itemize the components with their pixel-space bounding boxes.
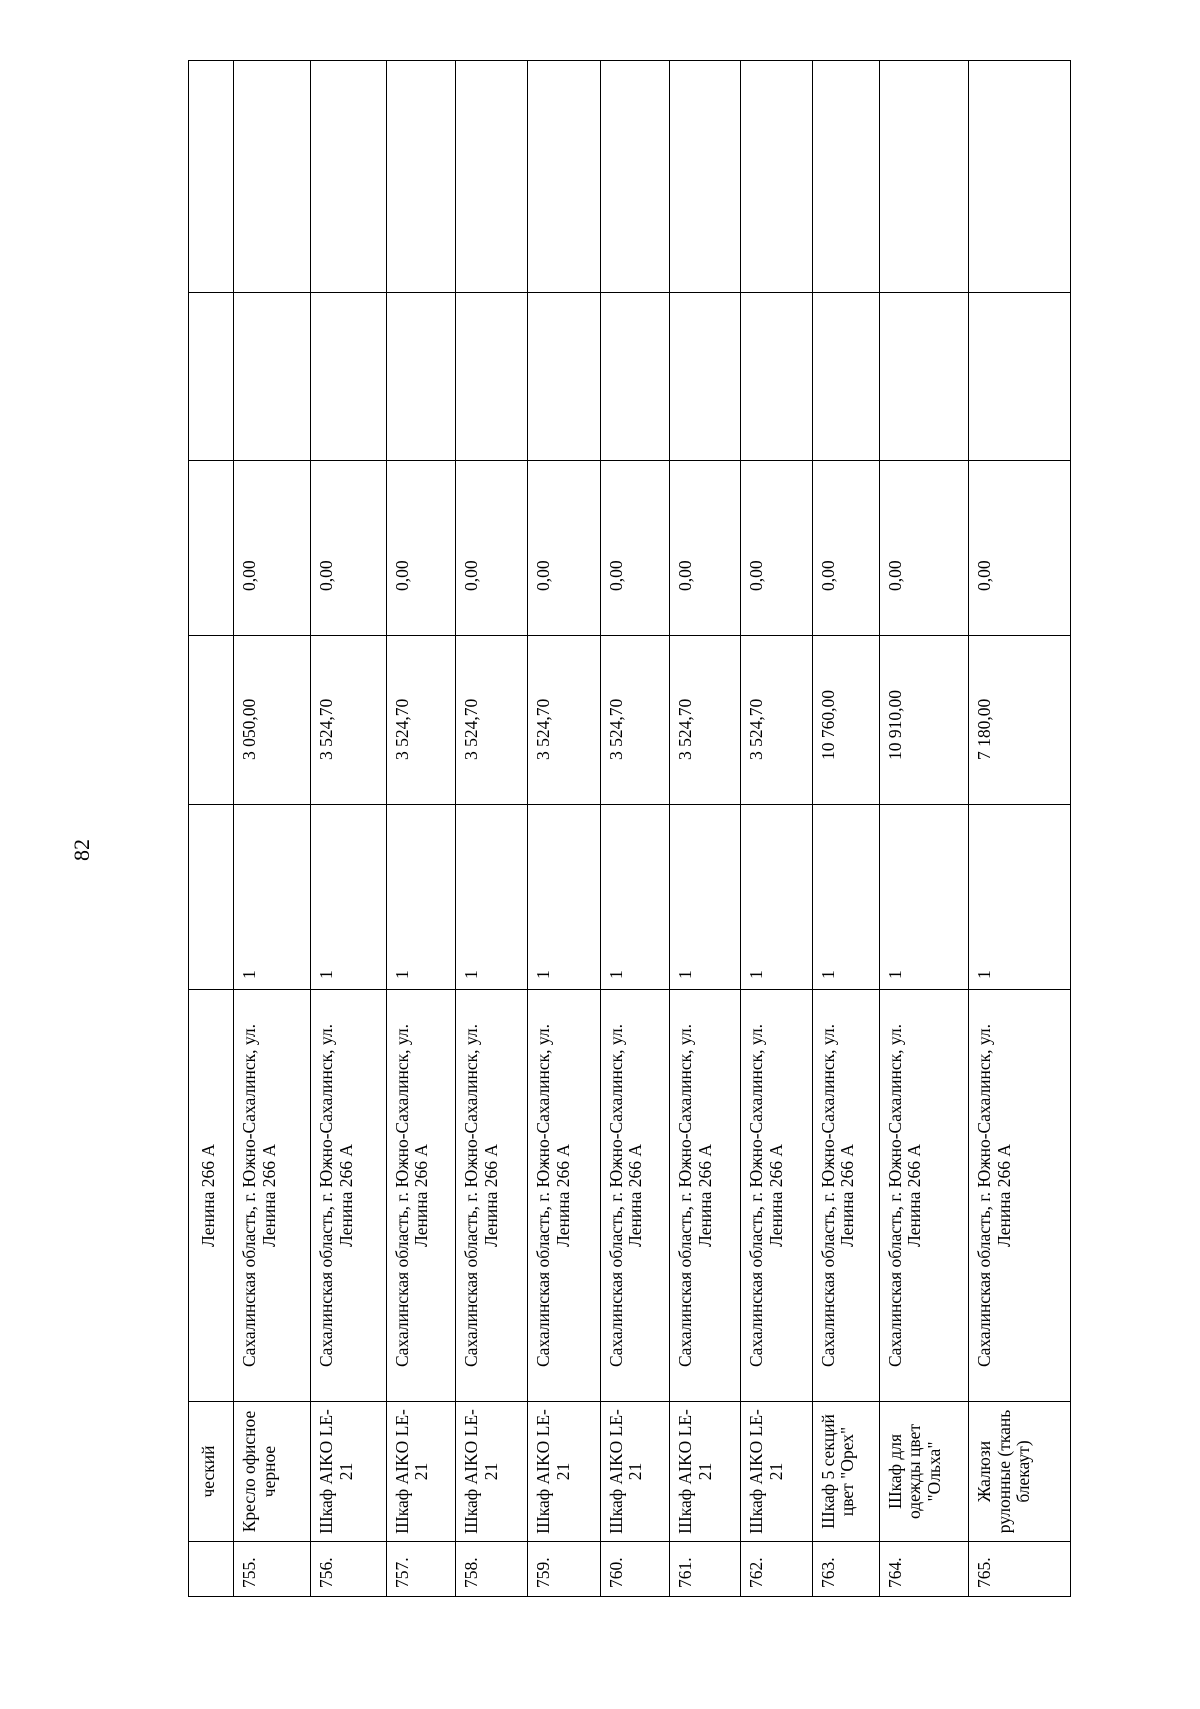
cell-address: Сахалинская область, г. Южно-Сахалинск, ул. Ленина 266 А (600, 990, 669, 1402)
cell-extra-1 (812, 293, 879, 461)
cell-extra-2 (455, 61, 527, 293)
cell-residual: 0,00 (234, 461, 311, 636)
cell-name: Шкаф AIKO LE-21 (600, 1402, 669, 1542)
cell-extra-2 (311, 61, 387, 293)
cell-quantity: 1 (969, 805, 1071, 990)
table-row (455, 61, 527, 1597)
cell-quantity: 1 (600, 805, 669, 990)
cell-name: Шкаф 5 секций цвет "Орех" (812, 1402, 879, 1542)
cell-cost: 7 180,00 (969, 636, 1071, 805)
cell-residual: 0,00 (455, 461, 527, 636)
cell-cost: 3 524,70 (311, 636, 387, 805)
cell-name: Шкаф AIKO LE-21 (386, 1402, 455, 1542)
cell-name: Шкаф AIKO LE-21 (528, 1402, 600, 1542)
cell-cost: 3 524,70 (386, 636, 455, 805)
cell-residual (189, 461, 234, 636)
cell-extra-2 (969, 61, 1071, 293)
cell-name: Шкаф AIKO LE-21 (311, 1402, 387, 1542)
table-body (189, 61, 1071, 1597)
cell-extra-1 (741, 293, 812, 461)
cell-extra-2 (879, 61, 969, 293)
cell-quantity: 1 (879, 805, 969, 990)
cell-number: 761. (669, 1542, 740, 1597)
table-row (386, 61, 455, 1597)
cell-residual: 0,00 (600, 461, 669, 636)
cell-quantity (189, 805, 234, 990)
cell-cost (189, 636, 234, 805)
cell-address: Сахалинская область, г. Южно-Сахалинск, ул. Ленина 266 А (386, 990, 455, 1402)
cell-quantity: 1 (386, 805, 455, 990)
cell-cost: 3 050,00 (234, 636, 311, 805)
cell-residual: 0,00 (879, 461, 969, 636)
cell-name: Кресло офисное черное (234, 1402, 311, 1542)
cell-residual: 0,00 (741, 461, 812, 636)
cell-extra-2 (386, 61, 455, 293)
cell-extra-1 (386, 293, 455, 461)
table-row (669, 61, 740, 1597)
cell-number: 758. (455, 1542, 527, 1597)
cell-number: 755. (234, 1542, 311, 1597)
cell-extra-1 (311, 293, 387, 461)
cell-extra-1 (455, 293, 527, 461)
cell-address: Ленина 266 А (189, 990, 234, 1402)
cell-residual: 0,00 (386, 461, 455, 636)
cell-extra-1 (234, 293, 311, 461)
table-row (234, 61, 311, 1597)
cell-extra-2 (528, 61, 600, 293)
cell-extra-1 (600, 293, 669, 461)
cell-extra-2 (189, 61, 234, 293)
cell-residual: 0,00 (969, 461, 1071, 636)
cell-quantity: 1 (234, 805, 311, 990)
cell-quantity: 1 (528, 805, 600, 990)
cell-name: Шкаф AIKO LE-21 (455, 1402, 527, 1542)
cell-extra-1 (189, 293, 234, 461)
cell-quantity: 1 (311, 805, 387, 990)
cell-number: 764. (879, 1542, 969, 1597)
cell-cost: 3 524,70 (741, 636, 812, 805)
cell-extra-1 (528, 293, 600, 461)
cell-extra-2 (741, 61, 812, 293)
cell-extra-2 (600, 61, 669, 293)
cell-residual: 0,00 (528, 461, 600, 636)
cell-extra-1 (669, 293, 740, 461)
cell-address: Сахалинская область, г. Южно-Сахалинск, ул. Ленина 266 А (969, 990, 1071, 1402)
table-row (879, 61, 969, 1597)
cell-address: Сахалинская область, г. Южно-Сахалинск, ул. Ленина 266 А (812, 990, 879, 1402)
property-table (188, 60, 1071, 1597)
table-row-continued (189, 61, 234, 1597)
cell-cost: 3 524,70 (528, 636, 600, 805)
cell-cost: 3 524,70 (669, 636, 740, 805)
cell-extra-2 (812, 61, 879, 293)
cell-quantity: 1 (741, 805, 812, 990)
cell-cost: 3 524,70 (455, 636, 527, 805)
cell-quantity: 1 (669, 805, 740, 990)
cell-extra-2 (669, 61, 740, 293)
cell-cost: 10 760,00 (812, 636, 879, 805)
table-row (741, 61, 812, 1597)
cell-address: Сахалинская область, г. Южно-Сахалинск, ул. Ленина 266 А (669, 990, 740, 1402)
page-number: 82 (69, 839, 94, 861)
table-row (969, 61, 1071, 1597)
cell-extra-1 (969, 293, 1071, 461)
cell-number: 760. (600, 1542, 669, 1597)
cell-residual: 0,00 (311, 461, 387, 636)
cell-name: ческий (189, 1402, 234, 1542)
cell-extra-2 (234, 61, 311, 293)
cell-number: 757. (386, 1542, 455, 1597)
cell-address: Сахалинская область, г. Южно-Сахалинск, ул. Ленина 266 А (234, 990, 311, 1402)
cell-residual: 0,00 (669, 461, 740, 636)
cell-address: Сахалинская область, г. Южно-Сахалинск, ул. Ленина 266 А (879, 990, 969, 1402)
table-row (311, 61, 387, 1597)
cell-number: 765. (969, 1542, 1071, 1597)
cell-number: 762. (741, 1542, 812, 1597)
cell-name: Шкаф AIKO LE-21 (669, 1402, 740, 1542)
cell-quantity: 1 (455, 805, 527, 990)
cell-name: Шкаф AIKO LE-21 (741, 1402, 812, 1542)
cell-address: Сахалинская область, г. Южно-Сахалинск, ул. Ленина 266 А (741, 990, 812, 1402)
cell-quantity: 1 (812, 805, 879, 990)
cell-extra-1 (879, 293, 969, 461)
cell-number (189, 1542, 234, 1597)
table-row (812, 61, 879, 1597)
cell-cost: 3 524,70 (600, 636, 669, 805)
cell-residual: 0,00 (812, 461, 879, 636)
cell-number: 763. (812, 1542, 879, 1597)
table-row (528, 61, 600, 1597)
cell-cost: 10 910,00 (879, 636, 969, 805)
cell-name: Жалюзи рулонные (ткань блекаут) (969, 1402, 1071, 1542)
cell-name: Шкаф для одежды цвет "Ольха" (879, 1402, 969, 1542)
cell-number: 759. (528, 1542, 600, 1597)
cell-address: Сахалинская область, г. Южно-Сахалинск, ул. Ленина 266 А (528, 990, 600, 1402)
cell-number: 756. (311, 1542, 387, 1597)
table-row (600, 61, 669, 1597)
cell-address: Сахалинская область, г. Южно-Сахалинск, ул. Ленина 266 А (455, 990, 527, 1402)
cell-address: Сахалинская область, г. Южно-Сахалинск, ул. Ленина 266 А (311, 990, 387, 1402)
